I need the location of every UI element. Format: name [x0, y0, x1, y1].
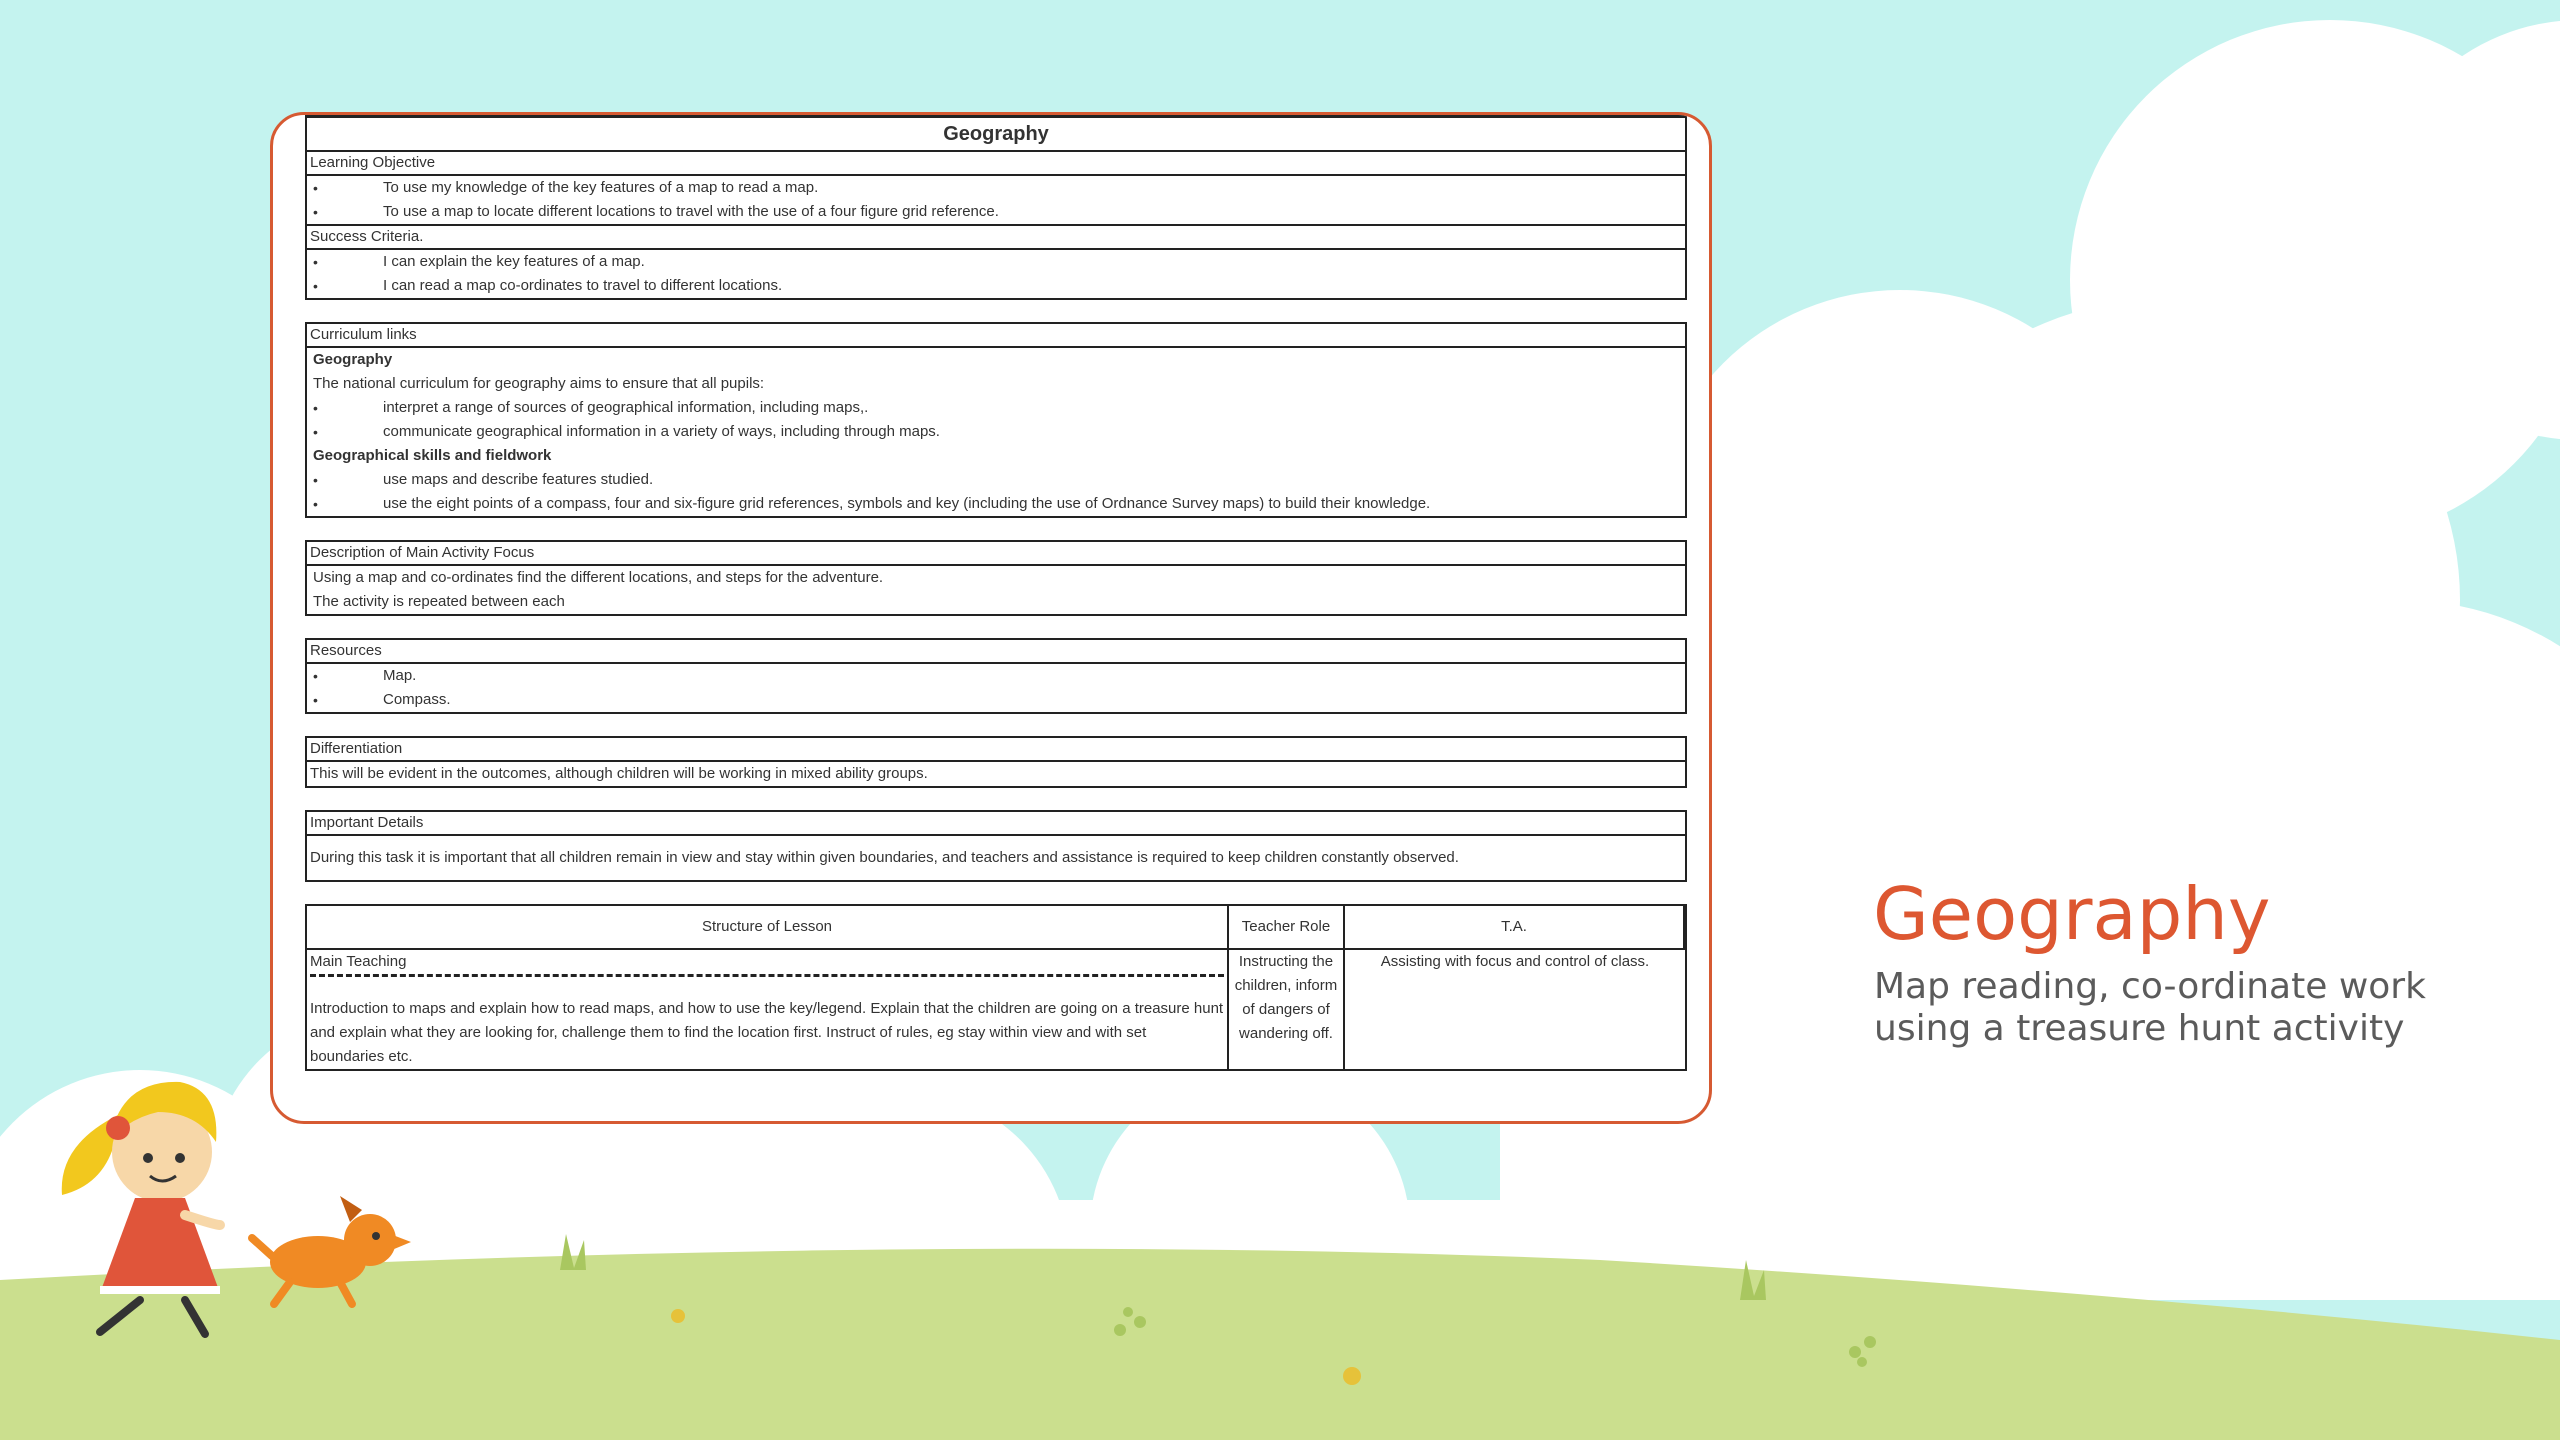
main-teaching-cell [307, 950, 1229, 1069]
important-details-heading: Important Details [310, 814, 424, 831]
success-criteria-heading: Success Criteria. [307, 224, 1685, 248]
curriculum-links-heading: Curriculum links [310, 326, 417, 343]
curriculum-links-box [305, 322, 1687, 518]
resources-box [305, 638, 1687, 714]
important-details-text: During this task it is important that all children remain in view and stay within given boundaries, and teachers and assistance is required to keep children constantly observed. [307, 834, 1685, 880]
main-activity-body [307, 564, 1685, 614]
column-header: T.A. [1345, 906, 1685, 950]
list-item: • I can explain the key features of a map. [310, 250, 1682, 274]
teacher-role-cell: Instructing the children, inform of dangers of wandering off. [1229, 950, 1345, 1069]
curriculum-intro: The national curriculum for geography aims to ensure that all pupils: [313, 375, 765, 392]
resources-list [307, 662, 1685, 712]
bullet-icon: • [313, 668, 318, 684]
bullet-icon: • [313, 692, 318, 708]
differentiation-heading: Differentiation [310, 740, 403, 757]
learning-objective-list [307, 174, 1685, 224]
bullet-icon: • [313, 180, 318, 196]
bullet-icon: • [313, 424, 318, 440]
main-activity-heading: Description of Main Activity Focus [310, 544, 535, 561]
list-item: • communicate geographical information in a variety of ways, including through maps. [310, 420, 1682, 444]
column-header: Teacher Role [1229, 906, 1345, 950]
curriculum-links-body [307, 346, 1685, 516]
success-criteria-list [307, 248, 1685, 298]
list-item: • I can read a map co-ordinates to travel to different locations. [310, 274, 1682, 298]
objectives-box [305, 115, 1687, 300]
differentiation-text: This will be evident in the outcomes, although children will be working in mixed ability groups. [307, 760, 1685, 786]
list-item: • use the eight points of a compass, four and six-figure grid references, symbols and key (including the use of Ordnance Survey maps) to build their knowledge. [310, 492, 1682, 516]
main-activity-line: The activity is repeated between each [313, 593, 565, 610]
lesson-plan-card [270, 112, 1712, 1124]
main-activity-box [305, 540, 1687, 616]
lesson-structure-table [305, 904, 1687, 1071]
slide-subtitle: Map reading, co-ordinate work using a treasure hunt activity [1874, 966, 2426, 1049]
bullet-icon: • [313, 472, 318, 488]
bullet-icon: • [313, 254, 318, 270]
important-details-box [305, 810, 1687, 882]
skills-heading: Geographical skills and fieldwork [313, 447, 552, 464]
bullet-icon: • [313, 400, 318, 416]
main-teaching-text: Introduction to maps and explain how to read maps, and how to use the key/legend. Explain that the children are going on a treasure hunt and explain what they are looking for, challenge them to find the location first. Instruct of rules, eg stay within view and with set boundaries etc. [310, 1000, 1224, 1065]
main-teaching-label: Main Teaching [310, 950, 1224, 977]
column-header: Structure of Lesson [307, 906, 1229, 950]
curriculum-subject: Geography [313, 351, 393, 368]
ta-cell: Assisting with focus and control of class. [1380, 953, 1650, 970]
slide-title: Geography [1873, 872, 2271, 956]
learning-objective-heading: Learning Objective [307, 150, 1685, 174]
bullet-icon: • [313, 278, 318, 294]
list-item: • To use a map to locate different locations to travel with the use of a four figure grid reference. [310, 200, 1682, 224]
bullet-icon: • [313, 496, 318, 512]
main-activity-line: Using a map and co-ordinates find the different locations, and steps for the adventure. [313, 569, 884, 586]
list-item: • use maps and describe features studied. [310, 468, 1682, 492]
document-title: Geography [943, 123, 1049, 145]
list-item: • interpret a range of sources of geographical information, including maps,. [310, 396, 1682, 420]
list-item: • Compass. [310, 688, 1682, 712]
resources-heading: Resources [310, 642, 382, 659]
differentiation-box [305, 736, 1687, 788]
list-item: • Map. [310, 664, 1682, 688]
bullet-icon: • [313, 204, 318, 220]
lesson-plan-document [305, 115, 1687, 1071]
list-item: • To use my knowledge of the key features of a map to read a map. [310, 176, 1682, 200]
